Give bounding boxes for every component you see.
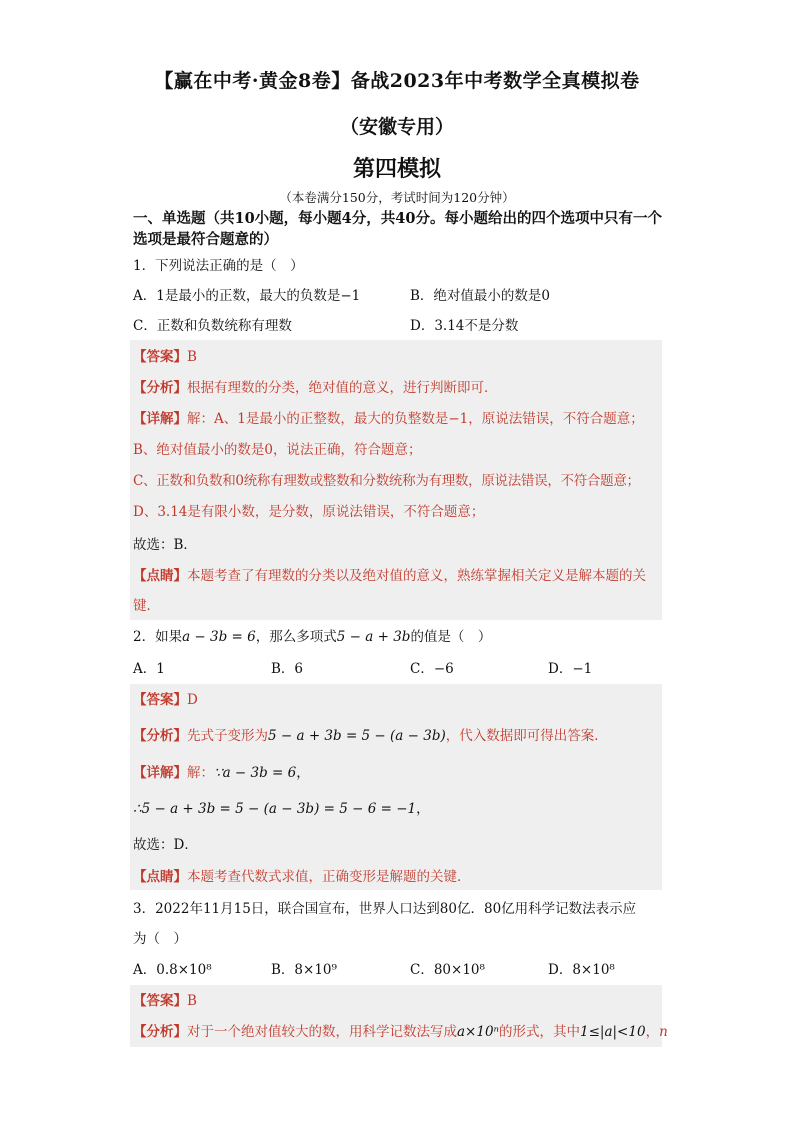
analysis-text-b: 的形式，其中 — [499, 1024, 581, 1040]
analysis-math3: n — [659, 1024, 668, 1040]
q2-stem-math: a − 3b = 6 — [182, 629, 256, 645]
detail-tag: 【详解】 — [133, 411, 187, 427]
q2-analysis — [133, 726, 608, 746]
q2-solution-box — [130, 684, 662, 890]
q1-detail-2: B、绝对值最小的数是0，说法正确，符合题意； — [133, 442, 422, 458]
q3-option-d: D．8×10⁸ — [548, 962, 615, 978]
q1-option-a: A．1是最小的正数，最大的负数是−1 — [133, 288, 361, 304]
detail-line2-b: ， — [416, 801, 430, 817]
q2-point — [133, 867, 471, 887]
q1-detail-1 — [133, 409, 644, 429]
analysis-tag: 【分析】 — [133, 728, 187, 744]
q1-option-c: C．正数和负数统称有理数 — [133, 318, 292, 334]
q1-answer — [133, 347, 197, 367]
answer-tag: 【答案】 — [133, 692, 187, 708]
q1-choose: 故选：B． — [133, 537, 197, 553]
analysis-math: a×10ⁿ — [457, 1024, 500, 1040]
q2-detail-line2 — [133, 799, 430, 819]
exam-title: 【赢在中考·黄金8卷】备战2023年中考数学全真模拟卷 — [154, 70, 640, 92]
q3-answer — [133, 991, 197, 1011]
q3-option-b: B．8×10⁹ — [271, 962, 337, 978]
q2-answer — [133, 690, 198, 710]
q3-stem-2: 为（ ） — [133, 931, 187, 947]
point-text: 本题考查代数式求值，正确变形是解题的关键． — [187, 869, 471, 885]
q3-option-c: C．80×10⁸ — [410, 962, 485, 978]
q2-option-d: D．−1 — [548, 661, 593, 677]
analysis-tag: 【分析】 — [133, 1024, 187, 1040]
detail-text: 解：A、1是最小的正整数，最大的负整数是−1，原说法错误，不符合题意； — [187, 411, 644, 427]
point-text: 本题考查了有理数的分类以及绝对值的意义，熟练掌握相关定义是解本题的关 — [187, 568, 646, 584]
analysis-text: 根据有理数的分类，绝对值的意义，进行判断即可． — [187, 380, 498, 396]
q2-option-b: B．6 — [271, 661, 304, 677]
q1-detail-4: D、3.14是有限小数，是分数，原说法错误，不符合题意； — [133, 504, 485, 520]
answer-value: B — [187, 349, 197, 365]
detail-math: ∵a − 3b = 6 — [214, 765, 297, 781]
analysis-math: 5 − a + 3b = 5 − (a − 3b) — [268, 728, 446, 744]
q1-option-d: D．3.14不是分数 — [410, 318, 519, 334]
q1-stem: 1．下列说法正确的是（ ） — [133, 258, 304, 274]
q2-stem-b: ，那么多项式 — [255, 629, 337, 645]
q3-option-a: A．0.8×10⁸ — [133, 962, 212, 978]
point-tag: 【点睛】 — [133, 568, 187, 584]
exam-subtitle: （安徽专用） — [339, 116, 454, 138]
q2-stem-a: 2．如果 — [133, 629, 183, 645]
answer-value: D — [187, 692, 198, 708]
q1-detail-3: C、正数和负数和0统称有理数或整数和分数统称为有理数，原说法错误，不符合题意； — [133, 473, 640, 489]
q2-stem-c: 的值是（ ） — [410, 629, 492, 645]
answer-tag: 【答案】 — [133, 349, 187, 365]
q2-stem-math2: 5 − a + 3b — [336, 629, 411, 645]
q2-choose: 故选：D． — [133, 837, 198, 853]
analysis-text-b: ，代入数据即可得出答案． — [445, 728, 608, 744]
q3-stem-1: 3．2022年11月15日，联合国宣布，世界人口达到80亿．80亿用科学记数法表示应 — [133, 901, 637, 917]
q1-analysis — [133, 378, 498, 398]
analysis-math2: 1≤|a|<10 — [580, 1024, 646, 1040]
detail-text-b: ， — [296, 765, 310, 781]
q2-option-a: A．1 — [133, 661, 165, 677]
detail-line2-math: ∴5 − a + 3b = 5 − (a − 3b) = 5 − 6 = −1 — [133, 801, 417, 817]
q3-analysis — [133, 1022, 668, 1042]
point-tag: 【点睛】 — [133, 869, 187, 885]
detail-tag: 【详解】 — [133, 765, 187, 781]
analysis-tag: 【分析】 — [133, 380, 187, 396]
answer-tag: 【答案】 — [133, 993, 187, 1009]
q1-option-b: B．绝对值最小的数是0 — [410, 288, 551, 304]
q1-point-1 — [133, 566, 646, 586]
paper-title: 第四模拟 — [352, 156, 441, 182]
q2-stem — [133, 627, 491, 647]
answer-value: B — [187, 993, 197, 1009]
analysis-text-a: 对于一个绝对值较大的数，用科学记数法写成 — [187, 1024, 457, 1040]
section-heading: 一、单选题（共10小题，每小题4分，共40分。每小题给出的四个选项中只有一个选项是最符合题意的） — [133, 210, 662, 248]
q1-point-2: 键． — [133, 598, 160, 614]
q2-detail — [133, 763, 310, 783]
detail-text-a: 解： — [187, 765, 214, 781]
q2-option-c: C．−6 — [410, 661, 454, 677]
analysis-text-a: 先式子变形为 — [187, 728, 268, 744]
exam-note: （本卷满分150分，考试时间为120分钟） — [279, 190, 515, 205]
analysis-text-c: ， — [645, 1024, 660, 1040]
